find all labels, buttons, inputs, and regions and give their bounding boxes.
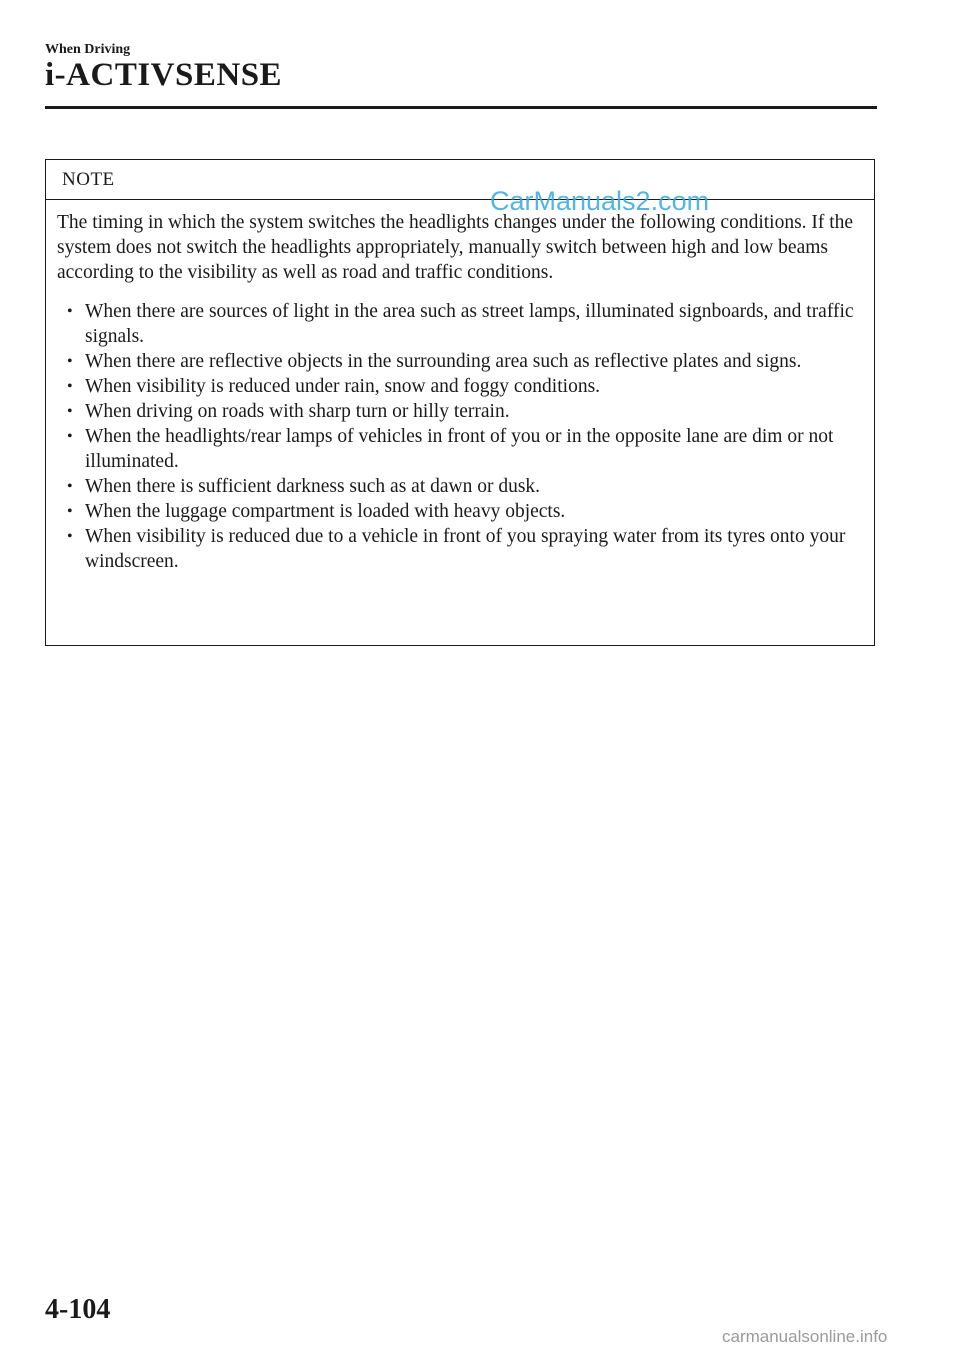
list-item-text: When visibility is reduced under rain, snow and foggy conditions.: [85, 376, 601, 397]
bullet-icon: •: [67, 403, 73, 420]
bullet-icon: •: [67, 528, 73, 545]
list-item: [46, 374, 866, 399]
bullet-icon: •: [67, 378, 73, 395]
list-item-text: When there are reflective objects in the surrounding area such as reflective plates and signs.: [85, 351, 802, 372]
note-box: [45, 159, 875, 646]
note-intro-text: The timing in which the system switches the headlights changes under the following conditions. If the system does not switch the headlights appropriately, manually switch between high and low beams according to the visibility as well as road and traffic conditions.: [57, 212, 854, 283]
chapter-title: i-ACTIVSENSE: [45, 57, 283, 93]
bullet-icon: •: [67, 303, 73, 320]
list-item: [46, 399, 866, 424]
list-item-text: When driving on roads with sharp turn or hilly terrain.: [85, 401, 510, 422]
header-divider: [45, 106, 877, 109]
bullet-icon: •: [67, 353, 73, 370]
list-item: [46, 299, 866, 349]
bullet-icon: •: [67, 478, 73, 495]
watermark-bottom: carmanualsonline.info: [722, 1327, 888, 1346]
list-item: [46, 524, 866, 574]
page-number: 4-104: [45, 1294, 111, 1325]
list-item-text: When visibility is reduced due to a vehicle in front of you spraying water from its tyres onto your windscreen.: [85, 526, 846, 572]
list-item: [46, 474, 866, 499]
bullet-icon: •: [67, 503, 73, 520]
note-heading: NOTE: [46, 160, 874, 200]
list-item: [46, 424, 866, 474]
list-item-text: When there are sources of light in the area such as street lamps, illuminated signboards, and traffic signals.: [85, 301, 854, 347]
list-item-text: When there is sufficient darkness such as at dawn or dusk.: [85, 476, 541, 497]
bullet-icon: •: [67, 428, 73, 445]
list-item-text: When the headlights/rear lamps of vehicles in front of you or in the opposite lane are dim or not illuminated.: [85, 426, 834, 472]
list-item: [46, 499, 866, 524]
section-label: When Driving: [45, 42, 131, 57]
note-bullet-list: [46, 299, 866, 574]
list-item-text: When the luggage compartment is loaded with heavy objects.: [85, 501, 566, 522]
watermark-top: CarManuals2.com: [490, 186, 710, 216]
list-item: [46, 349, 866, 374]
